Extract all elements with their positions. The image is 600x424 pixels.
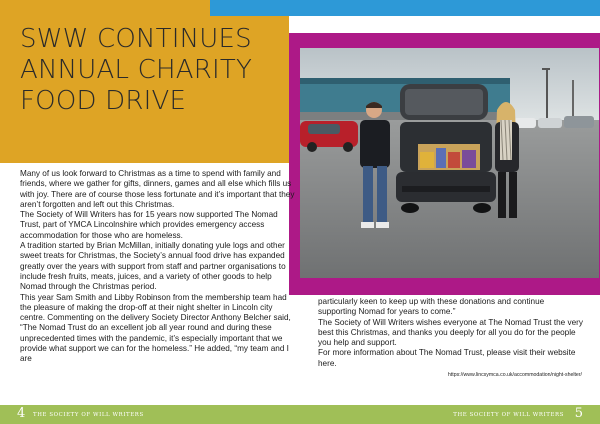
page-number-right: 5 — [574, 406, 583, 421]
page-footer — [0, 405, 600, 424]
publication-name-left: THE SOCIETY OF WILL WRITERS — [33, 412, 144, 418]
paragraph: A tradition started by Brian McMillan, initially donating yule logs and other sweet treats for Christmas, the Society’s annual food drive has expanded greatly over the years with support from staff and partner organisations to include fresh fruits, meats, juices, and a variety of other goods to help Nomad through the Christmas period. — [20, 241, 286, 292]
page-number-left: 4 — [17, 406, 26, 421]
paragraph: The Society of Will Writers has for 15 years now supported The Nomad Trust, part of YMCA Lincolnshire which provides emergency access accommodation for those who are homeless. — [20, 210, 278, 240]
paragraph: Many of us look forward to Christmas as a time to spend with family and friends, where we gather for gifts, dinners, games and all else which fills us with joy. There are of course those less fortunate and it’s important that they aren’t forgotten and left out this Christmas. — [20, 169, 295, 209]
article-title: SWW CONTINUES ANNUAL CHARITY FOOD DRIVE — [20, 24, 253, 116]
publication-name-right: THE SOCIETY OF WILL WRITERS — [453, 412, 564, 418]
article-body-right — [318, 297, 584, 369]
article-body-left — [20, 169, 297, 365]
charity-drop-off-photo — [300, 48, 599, 278]
paragraph: The Society of Will Writers wishes everyone at The Nomad Trust the very best this Christmas, and thanks you deeply for all you do for the people you help and support. — [318, 317, 583, 348]
paragraph: particularly keen to keep up with these donations and continue supporting Nomad for years to come.” — [318, 297, 545, 317]
website-link[interactable]: https://www.lincsymca.co.uk/accommodation/night-shelter/ — [447, 372, 582, 378]
paragraph: For more information about The Nomad Trust, please visit their website here. — [318, 348, 576, 368]
accent-bar — [210, 0, 600, 16]
paragraph: This year Sam Smith and Libby Robinson from the membership team had the pleasure of making the drop-off at their night shelter in Lincoln city centre. Commenting on the delivery Society Director Anthony Belcher said, “The Nomad Trust do an excellent job all year round and during these unprecedented times with the pandemic, it’s especially important that we provide what support we can for the homeless.” He added, “my team and I are — [20, 292, 291, 364]
